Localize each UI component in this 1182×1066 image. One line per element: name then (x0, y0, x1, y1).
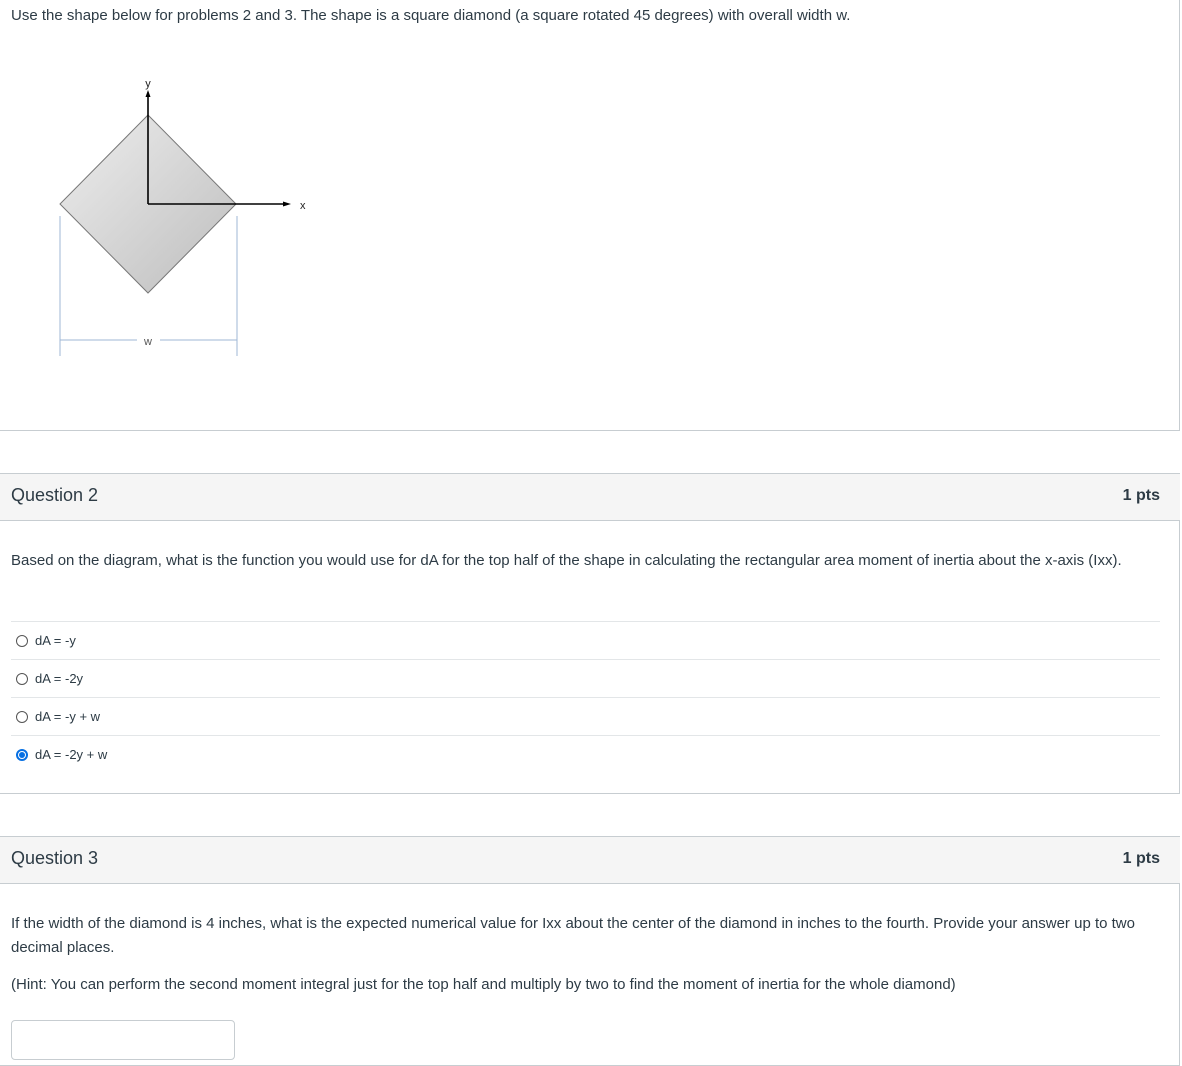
question-3-hint: (Hint: You can perform the second moment integral just for the top half and multiply by two to find the moment of inertia for the whole diamond) (11, 976, 956, 993)
question-3-title: Question 3 (11, 848, 99, 868)
y-axis-label: y (145, 78, 151, 90)
x-axis-arrowhead (283, 202, 291, 207)
answer-option[interactable] (11, 621, 1160, 659)
intro-block (0, 0, 1180, 431)
answer-label: dA = -2y (35, 671, 84, 686)
y-axis-arrowhead (146, 90, 151, 97)
width-label: w (144, 336, 152, 348)
diamond-diagram (0, 0, 1180, 430)
question-3-block (0, 836, 1180, 1066)
answer-label: dA = -y (35, 633, 76, 648)
radio-button[interactable] (16, 673, 28, 685)
question-2-prompt: Based on the diagram, what is the function you would use for dA for the top half of the shape in calculating the rectangular area moment of inertia about the x-axis (Ixx). (11, 552, 1122, 569)
radio-button[interactable] (16, 635, 28, 647)
numeric-answer-input[interactable] (11, 1020, 235, 1060)
question-2-points: 1 pts (1122, 487, 1160, 504)
answer-option[interactable] (11, 697, 1160, 735)
x-axis-label: x (300, 200, 306, 212)
question-3-points: 1 pts (1122, 850, 1160, 867)
radio-button[interactable] (16, 711, 28, 723)
question-2-block (0, 473, 1180, 794)
question-3-prompt: If the width of the diamond is 4 inches, what is the expected numerical value for Ixx about the center of the diamond in inches to the fourth. Provide your answer up to two decimal places. (11, 915, 1135, 956)
intro-text: Use the shape below for problems 2 and 3. The shape is a square diamond (a square rotated 45 degrees) with overall width w. (11, 7, 851, 24)
answer-label: dA = -y + w (35, 709, 101, 724)
answer-option[interactable] (11, 659, 1160, 697)
question-2-title: Question 2 (11, 485, 99, 505)
question-2-header (0, 474, 1180, 521)
radio-button-selected[interactable] (16, 749, 28, 761)
answer-label: dA = -2y + w (35, 747, 108, 762)
answer-option[interactable] (11, 735, 1160, 773)
question-2-answers (11, 621, 1160, 773)
question-3-header (0, 837, 1180, 884)
